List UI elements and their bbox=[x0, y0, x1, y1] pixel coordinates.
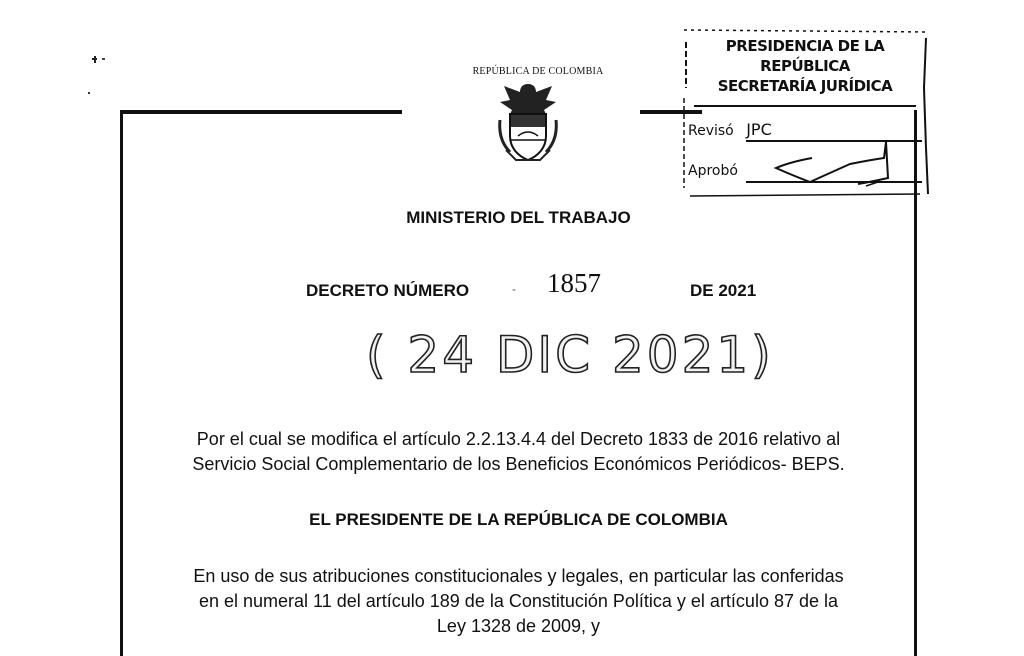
stamp-title bbox=[680, 36, 930, 96]
reviso-value: JPC bbox=[746, 120, 772, 139]
powers-paragraph bbox=[120, 564, 917, 639]
stamp-divider bbox=[694, 105, 916, 107]
stamp-line2: SECRETARÍA JURÍDICA bbox=[717, 77, 893, 95]
stamp-line1: PRESIDENCIA DE LA REPÚBLICA bbox=[725, 37, 885, 75]
aprobo-label: Aprobó bbox=[688, 163, 738, 179]
dash-mark: - bbox=[512, 282, 516, 296]
powers-line-2: en el numeral 11 del artículo 189 de la Constitución Política y el artículo 87 de la bbox=[198, 591, 839, 611]
summary-line-1: Por el cual se modifica el artículo 2.2.13.4.4 del Decreto 1833 de 2016 relativo al bbox=[196, 429, 841, 449]
frame-top-left-line bbox=[120, 110, 402, 114]
signature-icon bbox=[770, 128, 920, 188]
decree-year: DE 2021 bbox=[690, 281, 757, 300]
coat-of-arms-icon bbox=[496, 80, 560, 164]
authority-heading: EL PRESIDENTE DE LA REPÚBLICA DE COLOMBIA bbox=[309, 510, 728, 529]
country-heading: REPÚBLICA DE COLOMBIA bbox=[472, 66, 604, 77]
powers-line-3: Ley 1328 de 2009, y bbox=[436, 616, 601, 636]
summary-paragraph bbox=[120, 427, 917, 477]
decree-label: DECRETO NÚMERO bbox=[306, 281, 470, 300]
summary-line-2: Servicio Social Complementario de los Beneficios Económicos Periódicos- BEPS. bbox=[192, 454, 845, 474]
stamp-aprobo-row bbox=[688, 163, 738, 179]
stamp-reviso-row bbox=[688, 120, 772, 139]
reviso-label: Revisó bbox=[688, 123, 734, 139]
decree-number: 1857 bbox=[547, 268, 601, 298]
powers-line-1: En uso de sus atribuciones constitucionales y legales, en particular las conferidas bbox=[193, 566, 844, 586]
ministry-title: MINISTERIO DEL TRABAJO bbox=[406, 208, 631, 227]
approval-stamp bbox=[680, 28, 930, 198]
decree-date-stamp: ( 24 DIC 2021) bbox=[366, 326, 774, 384]
